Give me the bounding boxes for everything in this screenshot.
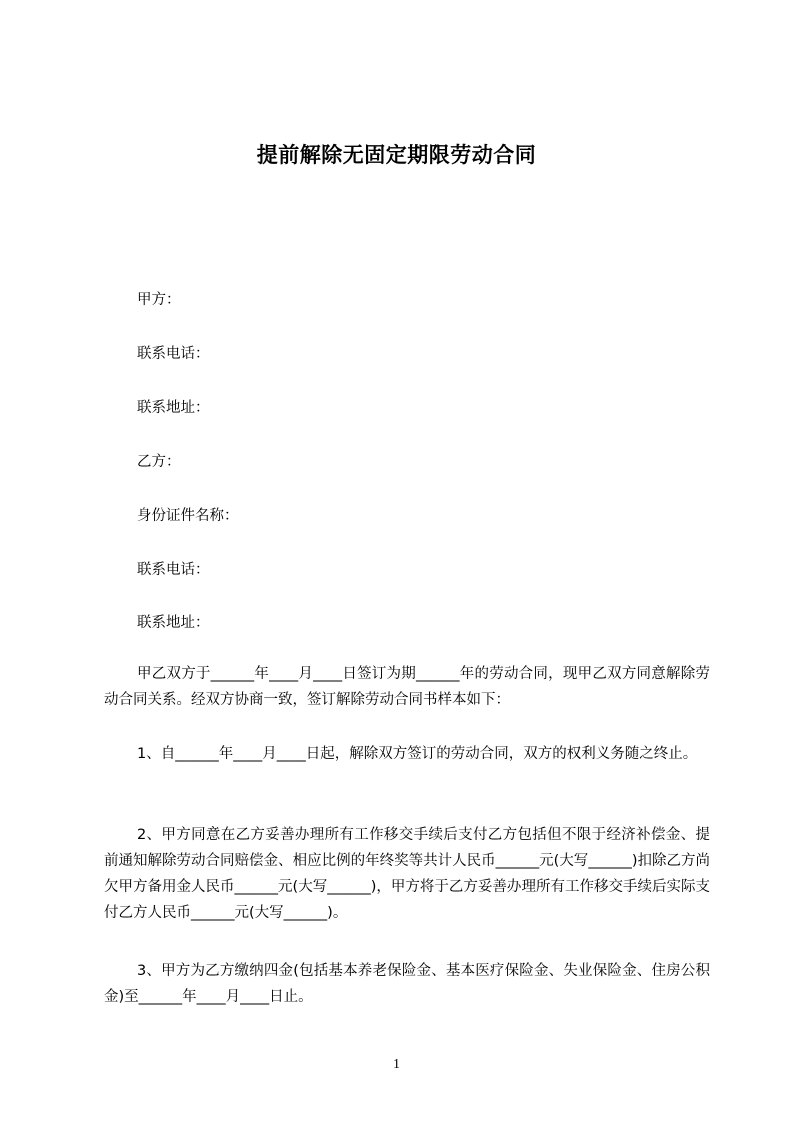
party-b-id-label: 身份证件名称： bbox=[137, 508, 239, 524]
party-b-label: 乙方： bbox=[137, 454, 181, 470]
page-number: 1 bbox=[393, 1057, 400, 1072]
clause-3-paragraph: 3、甲方为乙方缴纳四金(包括基本养老保险金、基本医疗保险金、失业保险金、住房公积金)至______年____月____日止。 bbox=[104, 963, 710, 1005]
party-b-address-label: 联系地址： bbox=[137, 615, 210, 631]
intro-paragraph: 甲乙双方于______年____月____日签订为期______年的劳动合同，现甲乙双方同意解除劳动合同关系。经双方协商一致，签订解除劳动合同书样本如下： bbox=[104, 666, 710, 708]
clause-2-paragraph: 2、甲方同意在乙方妥善办理所有工作移交手续后支付乙方包括但不限于经济补偿金、提前通知解除劳动合同赔偿金、相应比例的年终奖等共计人民币______元(大写______)扣除乙方尚欠甲方备用金人民币______元(大写______)，甲方将于乙方妥善办理所有工作移交手续后实际支付乙方人民币______元(大写______)。 bbox=[104, 827, 710, 921]
party-a-label: 甲方： bbox=[137, 292, 181, 308]
document-title: 提前解除无固定期限劳动合同 bbox=[256, 143, 537, 167]
party-b-phone-label: 联系电话： bbox=[137, 562, 210, 578]
party-a-address-label: 联系地址： bbox=[137, 400, 210, 416]
clause-1-paragraph: 1、自______年____月____日起，解除双方签订的劳动合同，双方的权利义务随之终止。 bbox=[137, 746, 698, 762]
party-a-phone-label: 联系电话： bbox=[137, 346, 210, 362]
